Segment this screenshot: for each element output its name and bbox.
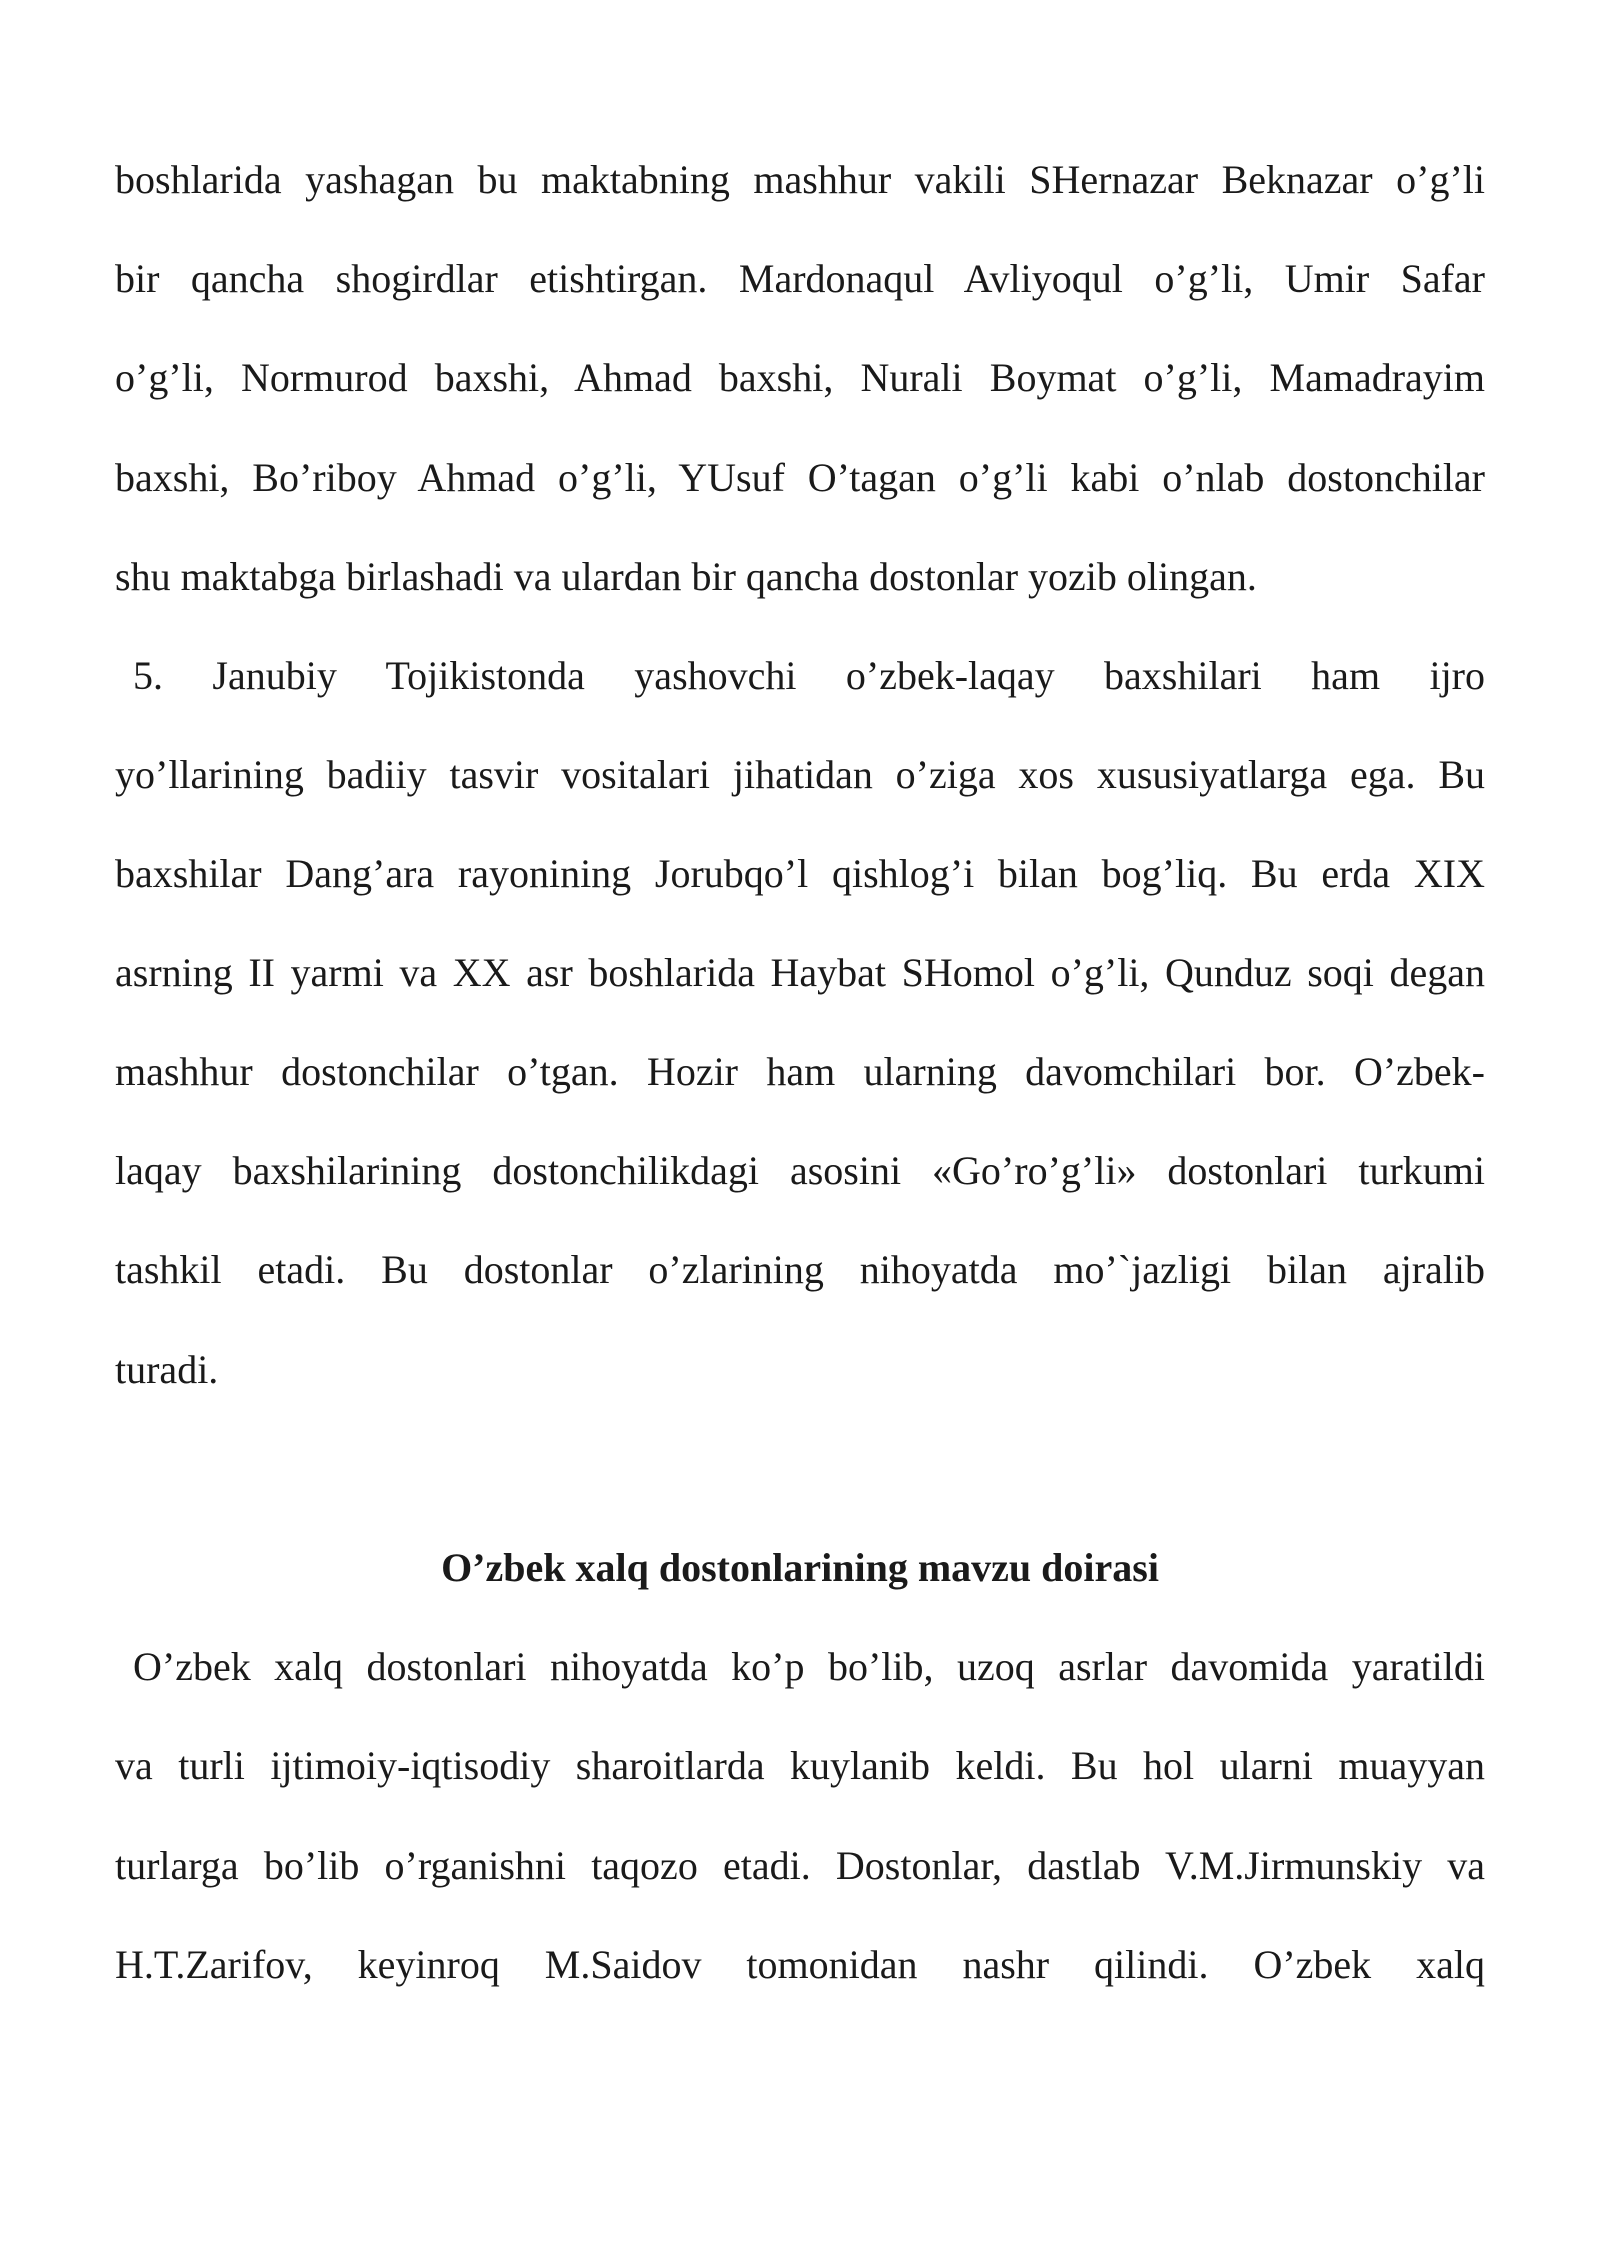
text-line: tashkil etadi. Bu dostonlar o’zlarining nihoyatda mo’`jazligi bilan ajralib (115, 1247, 1485, 1292)
text-line: boshlarida yashagan bu maktabning mashhur vakili SHernazar Beknazar o’g’li (115, 157, 1485, 202)
text-line: turlarga bo’lib o’rganishni taqozo etadi. Dostonlar, dastlab V.M.Jirmunskiy va (115, 1843, 1485, 1888)
text-line: H.T.Zarifov, keyinroq M.Saidov tomonidan nashr qilindi. O’zbek xalq (115, 1942, 1485, 1987)
text-line: o’g’li, Normurod baxshi, Ahmad baxshi, Nurali Boymat o’g’li, Mamadrayim (115, 355, 1485, 400)
text-line: turadi. (115, 1347, 219, 1392)
text-line: 5. Janubiy Tojikistonda yashovchi o’zbek-laqay baxshilari ham ijro (133, 653, 1485, 698)
text-line: asrning II yarmi va XX asr boshlarida Haybat SHomol o’g’li, Qunduz soqi degan (115, 950, 1485, 995)
text-line: baxshilar Dang’ara rayonining Jorubqo’l qishlog’i bilan bog’liq. Bu erda XIX (115, 851, 1485, 896)
text-line: bir qancha shogirdlar etishtirgan. Mardonaqul Avliyoqul o’g’li, Umir Safar (115, 256, 1485, 301)
text-line: baxshi, Bo’riboy Ahmad o’g’li, YUsuf O’tagan o’g’li kabi o’nlab dostonchilar (115, 455, 1485, 500)
text-line: O’zbek xalq dostonlari nihoyatda ko’p bo’lib, uzoq asrlar davomida yaratildi (133, 1644, 1485, 1689)
text-line: laqay baxshilarining dostonchilikdagi asosini «Go’ro’g’li» dostonlari turkumi (115, 1148, 1485, 1193)
section-heading: O’zbek xalq dostonlarining mavzu doirasi (441, 1545, 1159, 1590)
text-line: va turli ijtimoiy-iqtisodiy sharoitlarda kuylanib keldi. Bu hol ularni muayyan (115, 1743, 1485, 1788)
text-line: shu maktabga birlashadi va ulardan bir qancha dostonlar yozib olingan. (115, 554, 1257, 599)
text-line: yo’llarining badiiy tasvir vositalari jihatidan o’ziga xos xususiyatlarga ega. Bu (115, 752, 1485, 797)
text-line: mashhur dostonchilar o’tgan. Hozir ham ularning davomchilari bor. O’zbek- (115, 1049, 1485, 1094)
